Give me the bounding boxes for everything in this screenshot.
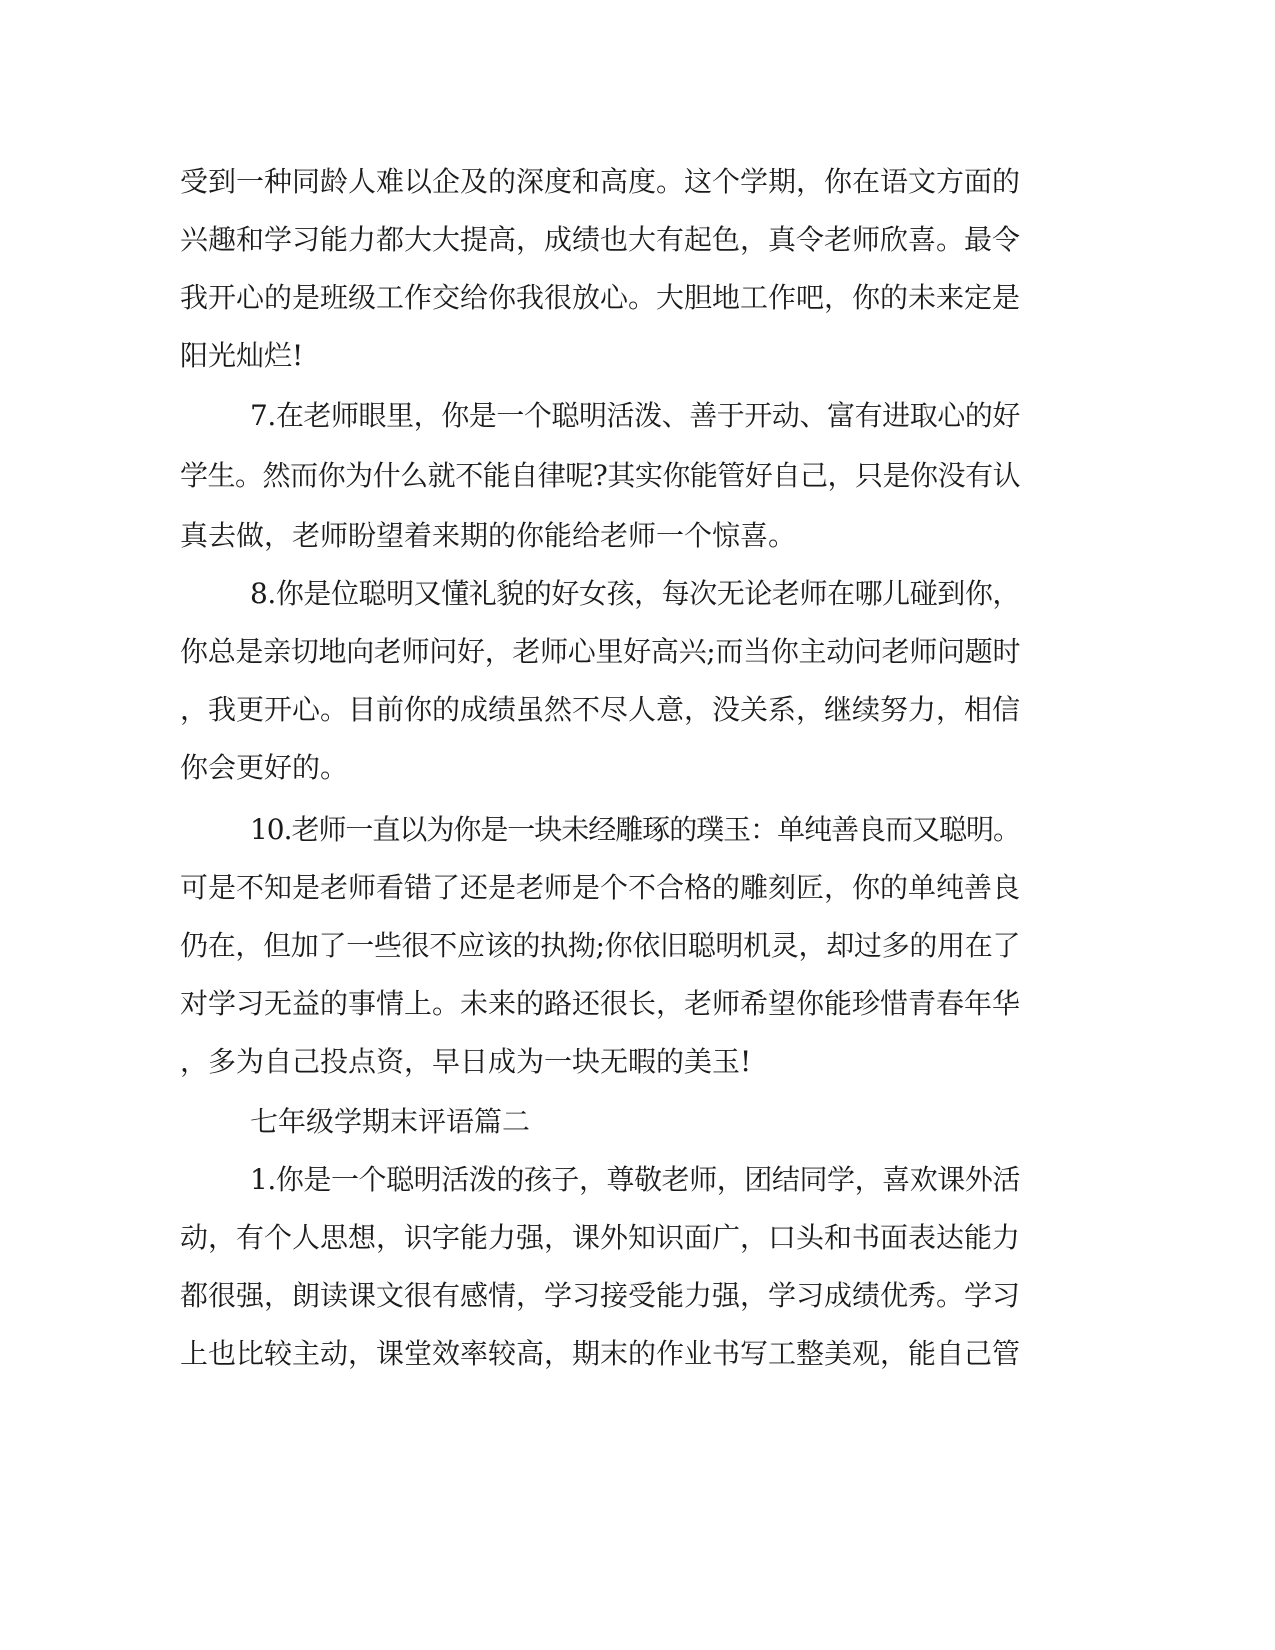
text-line-content: 你会更好的。 (180, 751, 349, 784)
text-line (0, 1334, 1275, 1374)
text-line (0, 926, 1275, 966)
text-line-content: 8.你是位聪明又懂礼貌的好女孩，每次无论老师在哪儿碰到你， (250, 577, 1020, 610)
text-line (0, 1218, 1275, 1258)
text-line (0, 868, 1275, 908)
paragraph-start-line (0, 574, 1275, 614)
text-line-content: 兴趣和学习能力都大大提高，成绩也大有起色，真令老师欣喜。最令 (180, 223, 1021, 256)
text-line (0, 162, 1275, 202)
text-line-content: 10.老师一直以为你是一块未经雕琢的璞玉：单纯善良而又聪明。 (250, 813, 1020, 846)
text-line (0, 1042, 1275, 1082)
text-line (0, 690, 1275, 730)
text-line-content: 对学习无益的事情上。未来的路还很长，老师希望你能珍惜青春年华 (180, 987, 1021, 1020)
text-line-content: ，我更开心。目前你的成绩虽然不尽人意，没关系，继续努力，相信 (180, 693, 1021, 726)
text-line-content: 我开心的是班级工作交给你我很放心。大胆地工作吧，你的未来定是 (180, 281, 1021, 314)
text-line (0, 984, 1275, 1024)
text-line (0, 336, 1275, 376)
paragraph-start-line (0, 1160, 1275, 1200)
text-line-content: 7.在老师眼里，你是一个聪明活泼、善于开动、富有进取心的好 (250, 399, 1020, 432)
paragraph-start-line (0, 810, 1275, 850)
text-line (0, 456, 1275, 496)
paragraph-start-line (0, 396, 1275, 436)
text-line-content: 学生。然而你为什么就不能自律呢?其实你能管好自己，只是你没有认 (180, 459, 1021, 492)
text-line-content: 上也比较主动，课堂效率较高，期末的作业书写工整美观，能自己管 (180, 1337, 1021, 1370)
text-line (0, 516, 1275, 556)
text-line-content: 1.你是一个聪明活泼的孩子，尊敬老师，团结同学，喜欢课外活 (250, 1163, 1020, 1196)
text-line-content: 真去做，老师盼望着来期的你能给老师一个惊喜。 (180, 519, 797, 552)
text-line-content: 受到一种同龄人难以企及的深度和高度。这个学期，你在语文方面的 (180, 165, 1021, 198)
text-line-content: 你总是亲切地向老师问好，老师心里好高兴;而当你主动问老师问题时 (180, 635, 1021, 668)
text-line-content: 阳光灿烂! (180, 339, 304, 372)
text-line (0, 220, 1275, 260)
text-line (0, 748, 1275, 788)
section-heading (0, 1102, 1275, 1142)
text-line (0, 278, 1275, 318)
text-line (0, 632, 1275, 672)
text-line-content: 仍在，但加了一些很不应该的执拗;你依旧聪明机灵，却过多的用在了 (180, 929, 1021, 962)
section-heading-text: 七年级学期末评语篇二 (250, 1105, 531, 1138)
text-line-content: 可是不知是老师看错了还是老师是个不合格的雕刻匠，你的单纯善良 (180, 871, 1021, 904)
text-line (0, 1276, 1275, 1316)
text-line-content: ，多为自己投点资，早日成为一块无暇的美玉! (180, 1045, 752, 1078)
text-line-content: 都很强，朗读课文很有感情，学习接受能力强，学习成绩优秀。学习 (180, 1279, 1021, 1312)
text-line-content: 动，有个人思想，识字能力强，课外知识面广，口头和书面表达能力 (180, 1221, 1021, 1254)
